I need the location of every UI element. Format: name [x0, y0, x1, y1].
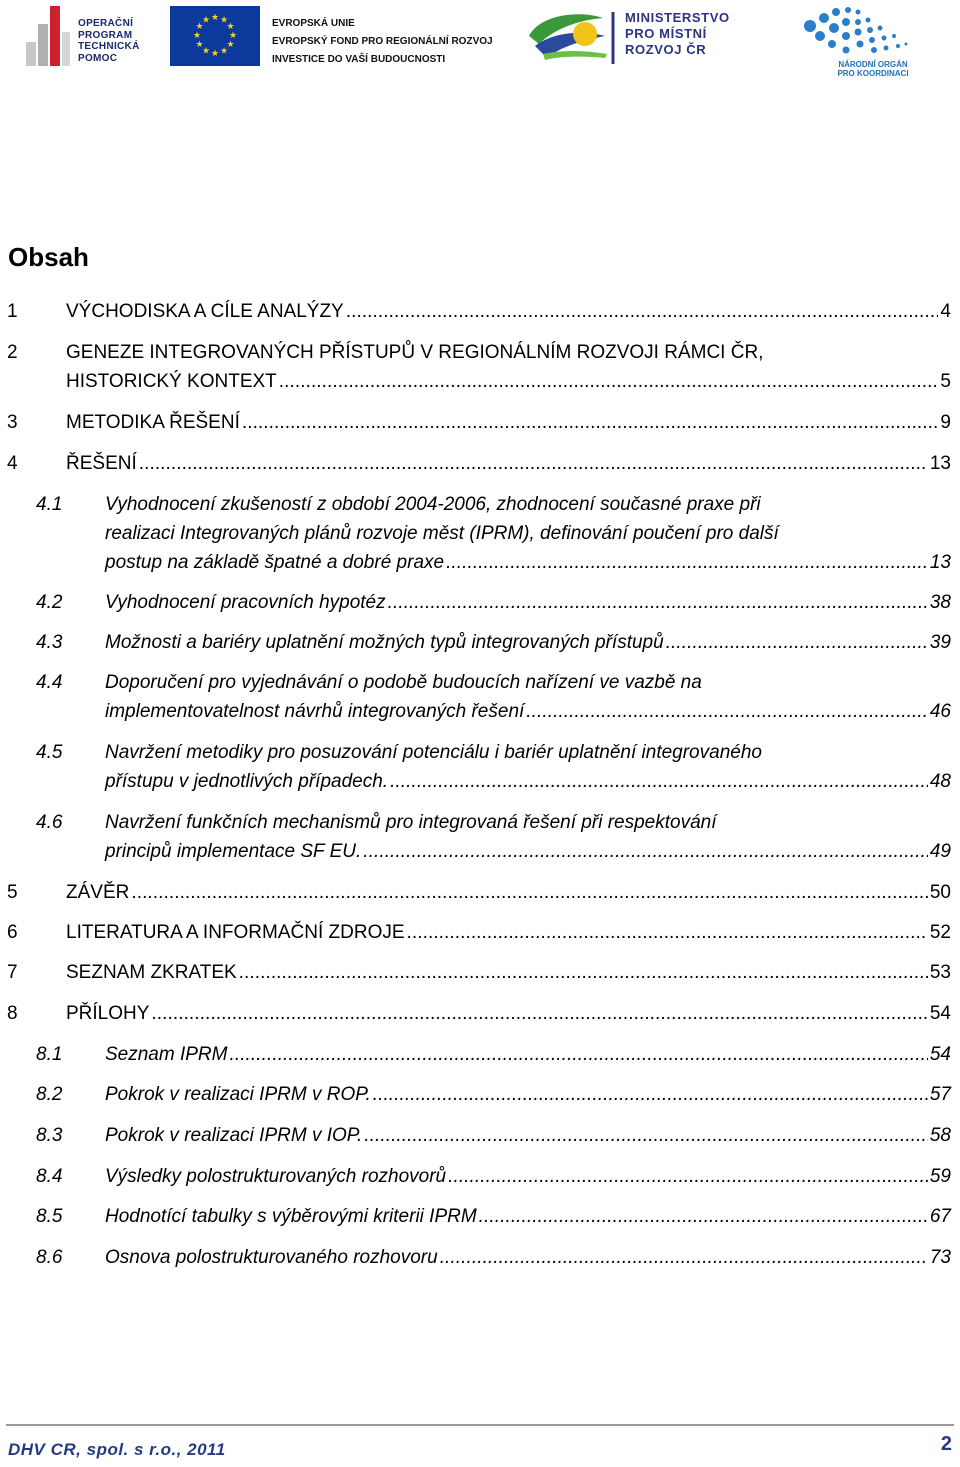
toc-entry-title: ZÁVĚR	[66, 882, 130, 903]
mmr-logo	[525, 6, 750, 66]
svg-text:★: ★	[192, 31, 202, 41]
svg-text:★: ★	[228, 31, 238, 41]
toc-dot-leader	[139, 449, 928, 478]
toc-entry-title: METODIKA ŘEŠENÍ	[66, 412, 240, 433]
toc-entry-page: 53	[929, 962, 951, 983]
footer-page-number: 2	[940, 1433, 952, 1455]
svg-text:★: ★	[219, 15, 229, 26]
toc-entry-page: 58	[929, 1125, 951, 1146]
toc-entry-number: 8	[7, 1003, 18, 1024]
svg-text:★: ★	[195, 40, 204, 50]
toc-entry-page: 67	[929, 1206, 951, 1227]
svg-text:★: ★	[226, 40, 235, 50]
toc-dot-leader	[479, 1202, 928, 1231]
toc-entry-number: 8.3	[36, 1125, 63, 1146]
toc-dot-leader	[363, 837, 928, 866]
eu-flag-icon	[170, 6, 260, 66]
svg-text:★: ★	[201, 15, 211, 26]
toc-entry-page: 4	[940, 301, 951, 322]
optp-line: TECHNICKÁ	[78, 41, 140, 52]
toc-entry-number: 8.4	[36, 1166, 63, 1187]
svg-text:★: ★	[226, 22, 235, 32]
nok-line: PRO KOORDINACI	[837, 69, 909, 78]
toc-entry-number: 4.1	[36, 494, 63, 515]
toc-entry-title: postup na základě špatné a dobré praxe	[105, 552, 445, 573]
mmr-line: ROZVOJ ČR	[625, 42, 707, 57]
toc-dot-leader	[526, 697, 928, 726]
toc-entry-number: 4.2	[36, 592, 63, 613]
toc-entry-page: 57	[929, 1084, 951, 1105]
svg-text:★: ★	[195, 22, 204, 32]
toc-dot-leader	[407, 918, 928, 947]
toc-entry-title: LITERATURA A INFORMAČNÍ ZDROJE	[66, 922, 405, 943]
toc-entry-title: Možnosti a bariéry uplatnění možných typů integrovaných přístupů	[105, 632, 664, 653]
toc-dot-leader	[666, 628, 928, 657]
toc-entry-title: Pokrok v realizaci IPRM v ROP.	[105, 1084, 371, 1105]
toc-entry-title: Vyhodnocení zkušeností z období 2004-2006, zhodnocení současné praxe při	[105, 494, 761, 515]
toc-entry-page: 13	[929, 552, 951, 573]
toc-dot-leader	[346, 297, 939, 326]
mmr-line: MINISTERSTVO	[625, 10, 730, 25]
toc-entry-page: 50	[929, 882, 951, 903]
toc-entry-title: Navržení funkčních mechanismů pro integrovaná řešení při respektování	[105, 812, 717, 833]
toc-entry-number: 1	[7, 301, 18, 322]
toc-entry-title: HISTORICKÝ KONTEXT	[66, 371, 277, 392]
nok-logo	[800, 4, 920, 80]
toc-entry-title: principů implementace SF EU.	[105, 841, 362, 862]
toc-dot-leader	[279, 367, 939, 396]
toc-entry-title: Hodnotící tabulky s výběrovými kriterii IPRM	[105, 1206, 477, 1227]
toc-entry-title: Seznam IPRM	[105, 1044, 228, 1065]
toc-entry-page: 59	[929, 1166, 951, 1187]
toc-entry-number: 8.6	[36, 1247, 63, 1268]
toc-entry-title: Navržení metodiky pro posuzování potenciálu i bariér uplatnění integrovaného	[105, 742, 762, 763]
toc-entry-page: 73	[929, 1247, 951, 1268]
toc-entry-page: 13	[929, 453, 951, 474]
toc-entry-number: 8.2	[36, 1084, 63, 1105]
toc-dot-leader	[364, 1121, 928, 1150]
toc-dot-leader	[151, 999, 927, 1028]
toc-entry-number: 2	[7, 342, 18, 363]
toc-entry-title: Vyhodnocení pracovních hypotéz	[105, 592, 386, 613]
toc-entry-number: 6	[7, 922, 18, 943]
toc-entry-title: Výsledky polostrukturovaných rozhovorů	[105, 1166, 447, 1187]
toc-dot-leader	[440, 1243, 928, 1272]
eu-line: EVROPSKÁ UNIE	[272, 18, 355, 29]
toc-dot-leader	[390, 767, 928, 796]
toc-entry-page: 52	[929, 922, 951, 943]
header-logos	[0, 0, 960, 90]
toc-entry-number: 7	[7, 962, 18, 983]
toc-entry-page: 54	[929, 1044, 951, 1065]
toc-entry-number: 5	[7, 882, 18, 903]
toc-dot-leader	[446, 548, 928, 577]
nok-dots-icon	[800, 4, 920, 60]
eu-logo	[170, 6, 493, 66]
optp-logo	[26, 6, 154, 66]
optp-line: OPERAČNÍ	[78, 18, 134, 29]
toc-entry-number: 3	[7, 412, 18, 433]
toc-entry-title: PŘÍLOHY	[66, 1003, 150, 1024]
optp-line: PROGRAM	[78, 29, 133, 41]
nok-line: NÁRODNÍ ORGÁN	[838, 60, 908, 69]
toc-entry-title: realizaci Integrovaných plánů rozvoje měst (IPRM), definování poučení pro další	[105, 523, 779, 544]
toc-dot-leader	[373, 1080, 928, 1109]
toc-entry-page: 5	[940, 371, 951, 392]
toc-dot-leader	[448, 1162, 928, 1191]
toc-dot-leader	[229, 1040, 927, 1069]
toc-dot-leader	[131, 878, 928, 907]
toc-entry-page: 54	[929, 1003, 951, 1024]
toc-entry-number: 4.5	[36, 742, 63, 763]
toc-entry-title: GENEZE INTEGROVANÝCH PŘÍSTUPŮ V REGIONÁLNÍM ROZVOJI RÁMCI ČR,	[66, 342, 764, 363]
svg-text:★: ★	[210, 13, 220, 23]
toc-entry-title: přístupu v jednotlivých případech.	[105, 771, 389, 792]
toc-entry-title: VÝCHODISKA A CÍLE ANALÝZY	[66, 301, 344, 322]
toc-entry-title: Osnova polostrukturovaného rozhovoru	[105, 1247, 438, 1268]
toc-entry-number: 4.6	[36, 812, 63, 833]
footer-divider	[6, 1424, 954, 1426]
eu-line: INVESTICE DO VAŠÍ BUDOUCNOSTI	[272, 54, 446, 65]
footer-company: DHV CR, spol. s r.o., 2011	[8, 1440, 226, 1459]
svg-text:★: ★	[219, 46, 229, 57]
toc-title: Obsah	[8, 242, 89, 272]
svg-text:★: ★	[201, 46, 211, 57]
toc-entry-number: 8.5	[36, 1206, 63, 1227]
eu-line: EVROPSKÝ FOND PRO REGIONÁLNÍ ROZVOJ	[272, 36, 493, 47]
toc-entry-page: 39	[929, 632, 951, 653]
svg-text:★: ★	[210, 49, 220, 59]
toc-entry-number: 4.3	[36, 632, 63, 653]
optp-line: POMOC	[78, 52, 118, 64]
toc-entry-number: 4.4	[36, 672, 63, 693]
toc-entry-page: 48	[929, 771, 951, 792]
toc-entry-page: 38	[929, 592, 951, 613]
toc-entry-page: 49	[929, 841, 951, 862]
mmr-line: PRO MÍSTNÍ	[625, 26, 707, 41]
optp-bars-icon	[26, 6, 72, 66]
toc-entry-page: 46	[929, 701, 951, 722]
toc-entry-number: 8.1	[36, 1044, 63, 1065]
toc-entry-title: implementovatelnost návrhů integrovaných řešení	[105, 701, 525, 722]
toc-entry-title: Doporučení pro vyjednávání o podobě budoucích nařízení ve vazbě na	[105, 672, 702, 693]
toc-dot-leader	[388, 588, 928, 617]
toc-entry-page: 9	[940, 412, 951, 433]
toc-entry-title: Pokrok v realizaci IPRM v IOP.	[105, 1125, 363, 1146]
toc-entry-title: SEZNAM ZKRATEK	[66, 962, 237, 983]
mmr-emblem-icon	[525, 6, 615, 66]
toc-dot-leader	[242, 408, 939, 437]
toc-entry-number: 4	[7, 453, 18, 474]
toc-dot-leader	[239, 958, 928, 987]
toc-entry-title: ŘEŠENÍ	[66, 453, 137, 474]
